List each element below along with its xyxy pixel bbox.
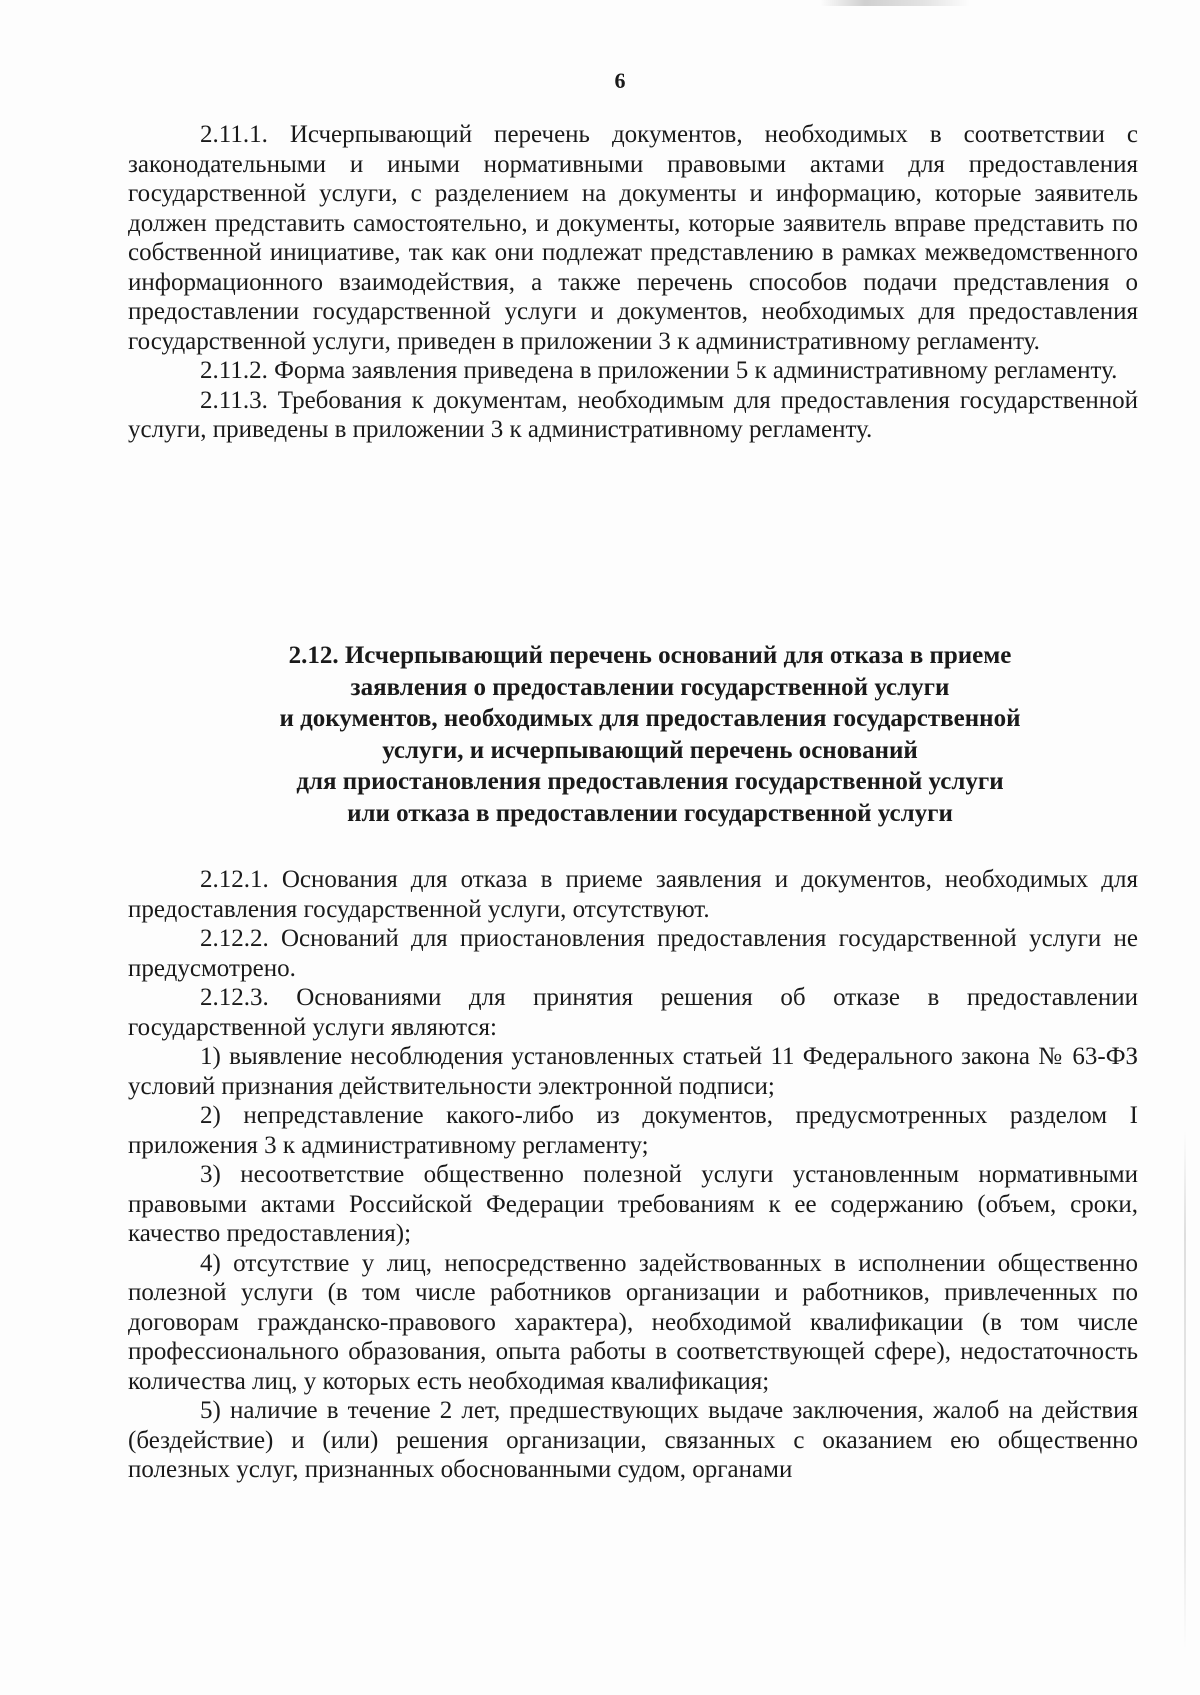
heading-line: 2.12. Исчерпывающий перечень оснований для отказа в приеме — [288, 642, 1012, 669]
page-number: 6 — [614, 68, 626, 93]
list-item-2: 2) непредставление какого-либо из документов, предусмотренных разделом I приложения 3 к административному регламенту; — [128, 1102, 1138, 1159]
list-item-3: 3) несоответствие общественно полезной услуги установленным нормативными правовыми актами Российской Федерации требованиям к ее содержанию (объем, сроки, качество предоставления); — [128, 1161, 1138, 1247]
paragraph-2-11-1: 2.11.1. Исчерпывающий перечень документов, необходимых в соответствии с законодательными и иными нормативными правовыми актами для предоставления государственной услуги, с разделением на документы и информацию, которые заявитель должен представить самостоятельно, и документы, которые заявитель вправе представить по собственной инициативе, так как они подлежат представлению в рамках межведомственного информационного взаимодействия, а также перечень способов подачи представления о предоставлении государственной услуги и документов, необходимых для предоставления государственной услуги, приведен в приложении 3 к административному регламенту. — [128, 121, 1138, 355]
paragraph-2-12-3: 2.12.3. Основаниями для принятия решения об отказе в предоставлении государственной услуги являются: — [128, 984, 1138, 1041]
paragraph-2-11-3: 2.11.3. Требования к документам, необходимым для предоставления государственной услуги, приведены в приложении 3 к административному регламенту. — [128, 386, 1138, 443]
heading-line: или отказа в предоставлении государственной услуги — [347, 799, 953, 827]
heading-line: услуги, и исчерпывающий перечень оснований — [382, 736, 918, 764]
heading-line: для приостановления предоставления государственной услуги — [296, 768, 1004, 795]
list-item-4: 4) отсутствие у лиц, непосредственно задействованных в исполнении общественно полезной услуги (в том числе работников организации и работников, привлеченных по договорам гражданско-правового характера), необходимой квалификации (в том числе профессионального образования, опыта работы в соответствующей сфере), недостаточность количества лиц, у которых есть необходимая квалификация; — [128, 1249, 1138, 1395]
section-2-12 — [128, 865, 1138, 1485]
heading-line: заявления о предоставлении государственной услуги — [350, 673, 950, 701]
heading-line: и документов, необходимых для предоставления государственной — [279, 705, 1021, 732]
paragraph-2-12-1: 2.12.1. Основания для отказа в приеме заявления и документов, необходимых для предоставления государственной услуги, отсутствуют. — [128, 866, 1138, 923]
section-heading-2-12 — [200, 640, 1100, 829]
section-2-11 — [128, 120, 1138, 445]
scan-edge-shadow — [1184, 1130, 1186, 1650]
scan-artifact — [820, 0, 970, 6]
list-item-5: 5) наличие в течение 2 лет, предшествующих выдаче заключения, жалоб на действия (бездействие) и (или) решения организации, связанных с оказанием ею общественно полезных услуг, признанных обоснованными судом, органами — [128, 1397, 1138, 1483]
paragraph-2-12-2: 2.12.2. Оснований для приостановления предоставления государственной услуги не предусмотрено. — [128, 925, 1138, 982]
list-item-1: 1) выявление несоблюдения установленных статьей 11 Федерального закона № 63-ФЗ условий признания действительности электронной подписи; — [128, 1043, 1138, 1100]
paragraph-2-11-2: 2.11.2. Форма заявления приведена в приложении 5 к административному регламенту. — [200, 357, 1118, 384]
